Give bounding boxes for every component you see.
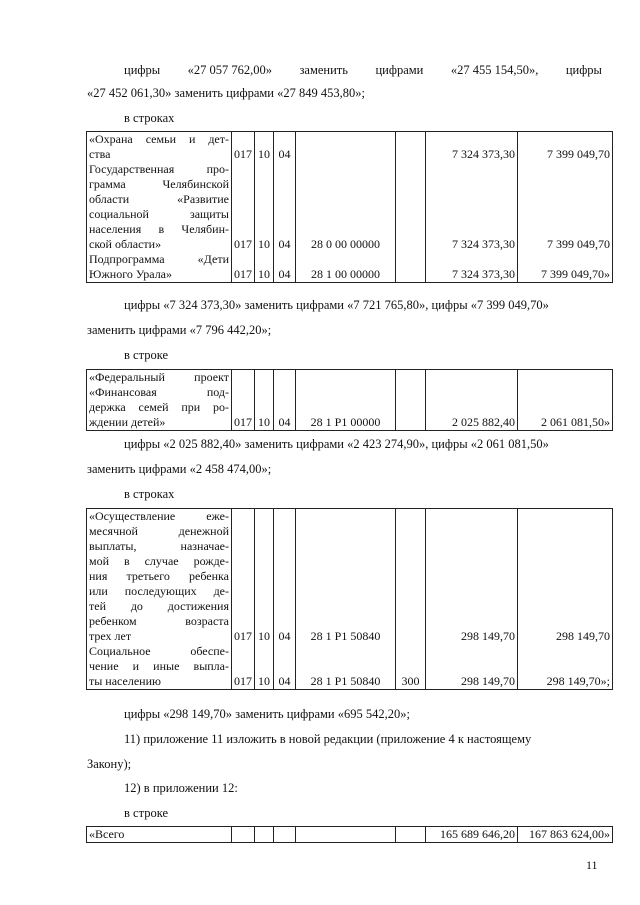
sum-year-1: 298 149,70 [426, 509, 518, 645]
block2-after-line-1: цифры «2 025 882,40» заменить цифрами «2 423 274,90», цифры «2 061 081,50» [124, 437, 549, 451]
block3-after-line-1: цифры «298 149,70» заменить цифрами «695 542,20»; [124, 707, 410, 721]
subsection-code: 04 [274, 370, 296, 431]
total-label: «Всего [87, 827, 232, 843]
section-code: 10 [255, 252, 274, 283]
subsection-code: 04 [274, 509, 296, 645]
empty-cell [396, 827, 426, 843]
expense-type: 300 [396, 644, 426, 690]
block2-after-line-2: заменить цифрами «2 458 474,00»; [87, 462, 272, 476]
empty-cell [255, 827, 274, 843]
section-code: 10 [255, 162, 274, 252]
block3-table [86, 508, 613, 690]
target-article [296, 132, 396, 163]
empty-cell [232, 827, 255, 843]
block1-after-line-2: заменить цифрами «7 796 442,20»; [87, 323, 272, 337]
block2-table [86, 369, 613, 431]
subsection-code: 04 [274, 252, 296, 283]
target-article: 28 0 00 00000 [296, 162, 396, 252]
subsection-code: 04 [274, 644, 296, 690]
expense-type [396, 132, 426, 163]
target-article: 28 1 P1 50840 [296, 509, 396, 645]
empty-cell [296, 827, 396, 843]
target-article: 28 1 00 00000 [296, 252, 396, 283]
ved-code: 017 [232, 132, 255, 163]
sum-year-1: 298 149,70 [426, 644, 518, 690]
table-row [87, 509, 613, 645]
sum-year-2: 298 149,70»; [518, 644, 613, 690]
intro-word: «27 455 154,50», [450, 63, 539, 77]
empty-cell [274, 827, 296, 843]
ved-code: 017 [232, 509, 255, 645]
sum-year-1: 7 324 373,30 [426, 162, 518, 252]
ved-code: 017 [232, 252, 255, 283]
row-description: «Федеральный проект «Финансовая под- держка семей при ро- ждении детей» [87, 370, 232, 431]
ved-code: 017 [232, 370, 255, 431]
intro-word: «27 057 762,00» [187, 63, 272, 77]
expense-type [396, 509, 426, 645]
expense-type [396, 162, 426, 252]
expense-type [396, 252, 426, 283]
row-description: Подпрограмма «Дети Южного Урала» [87, 252, 232, 283]
total-table [86, 826, 613, 843]
table-row [87, 132, 613, 163]
intro-word: цифрами [375, 63, 424, 77]
total-sum-year-2: 167 863 624,00» [518, 827, 613, 843]
page-number: 11 [586, 858, 598, 872]
intro-line-1 [124, 62, 602, 78]
row-description: «Осуществление еже- месячной денежной выплаты, назначае- мой в случае рожде- ния третьего ребенка или последующих де- тей до достижения ребенком возраста трех лет [87, 509, 232, 645]
target-article: 28 1 P1 50840 [296, 644, 396, 690]
item12-heading: в строке [124, 806, 169, 820]
sum-year-2: 7 399 049,70 [518, 162, 613, 252]
block1-after-line-1: цифры «7 324 373,30» заменить цифрами «7 721 765,80», цифры «7 399 049,70» [124, 298, 549, 312]
row-description: Социальное обеспе- чение и иные выпла- ты населению [87, 644, 232, 690]
row-description: «Охрана семьи и дет- ства [87, 132, 232, 163]
sum-year-1: 7 324 373,30 [426, 252, 518, 283]
subsection-code: 04 [274, 132, 296, 163]
section-code: 10 [255, 509, 274, 645]
block2-heading: в строке [124, 348, 169, 362]
sum-year-2: 7 399 049,70 [518, 132, 613, 163]
total-sum-year-1: 165 689 646,20 [426, 827, 518, 843]
block1-table [86, 131, 613, 283]
table-row [87, 644, 613, 690]
intro-line-2: «27 452 061,30» заменить цифрами «27 849 453,80»; [87, 86, 365, 100]
sum-year-1: 7 324 373,30 [426, 132, 518, 163]
subsection-code: 04 [274, 162, 296, 252]
section-code: 10 [255, 132, 274, 163]
sum-year-2: 7 399 049,70» [518, 252, 613, 283]
table-row [87, 827, 613, 843]
section-code: 10 [255, 370, 274, 431]
target-article: 28 1 P1 00000 [296, 370, 396, 431]
sum-year-1: 2 025 882,40 [426, 370, 518, 431]
intro-word: заменить [299, 63, 348, 77]
ved-code: 017 [232, 162, 255, 252]
table-row [87, 370, 613, 431]
sum-year-2: 298 149,70 [518, 509, 613, 645]
intro-word: цифры [565, 63, 602, 77]
table-row [87, 162, 613, 252]
block1-heading: в строках [124, 111, 175, 125]
block3-heading: в строках [124, 487, 175, 501]
item11-line-1: 11) приложение 11 изложить в новой редакции (приложение 4 к настоящему [124, 732, 532, 746]
item12-line-1: 12) в приложении 12: [124, 781, 238, 795]
intro-word: цифры [124, 63, 161, 77]
row-description: Государственная про- грамма Челябинской области «Развитие социальной защиты населения в Челябин- ской области» [87, 162, 232, 252]
expense-type [396, 370, 426, 431]
ved-code: 017 [232, 644, 255, 690]
sum-year-2: 2 061 081,50» [518, 370, 613, 431]
item11-line-2: Закону); [87, 757, 132, 771]
section-code: 10 [255, 644, 274, 690]
table-row [87, 252, 613, 283]
